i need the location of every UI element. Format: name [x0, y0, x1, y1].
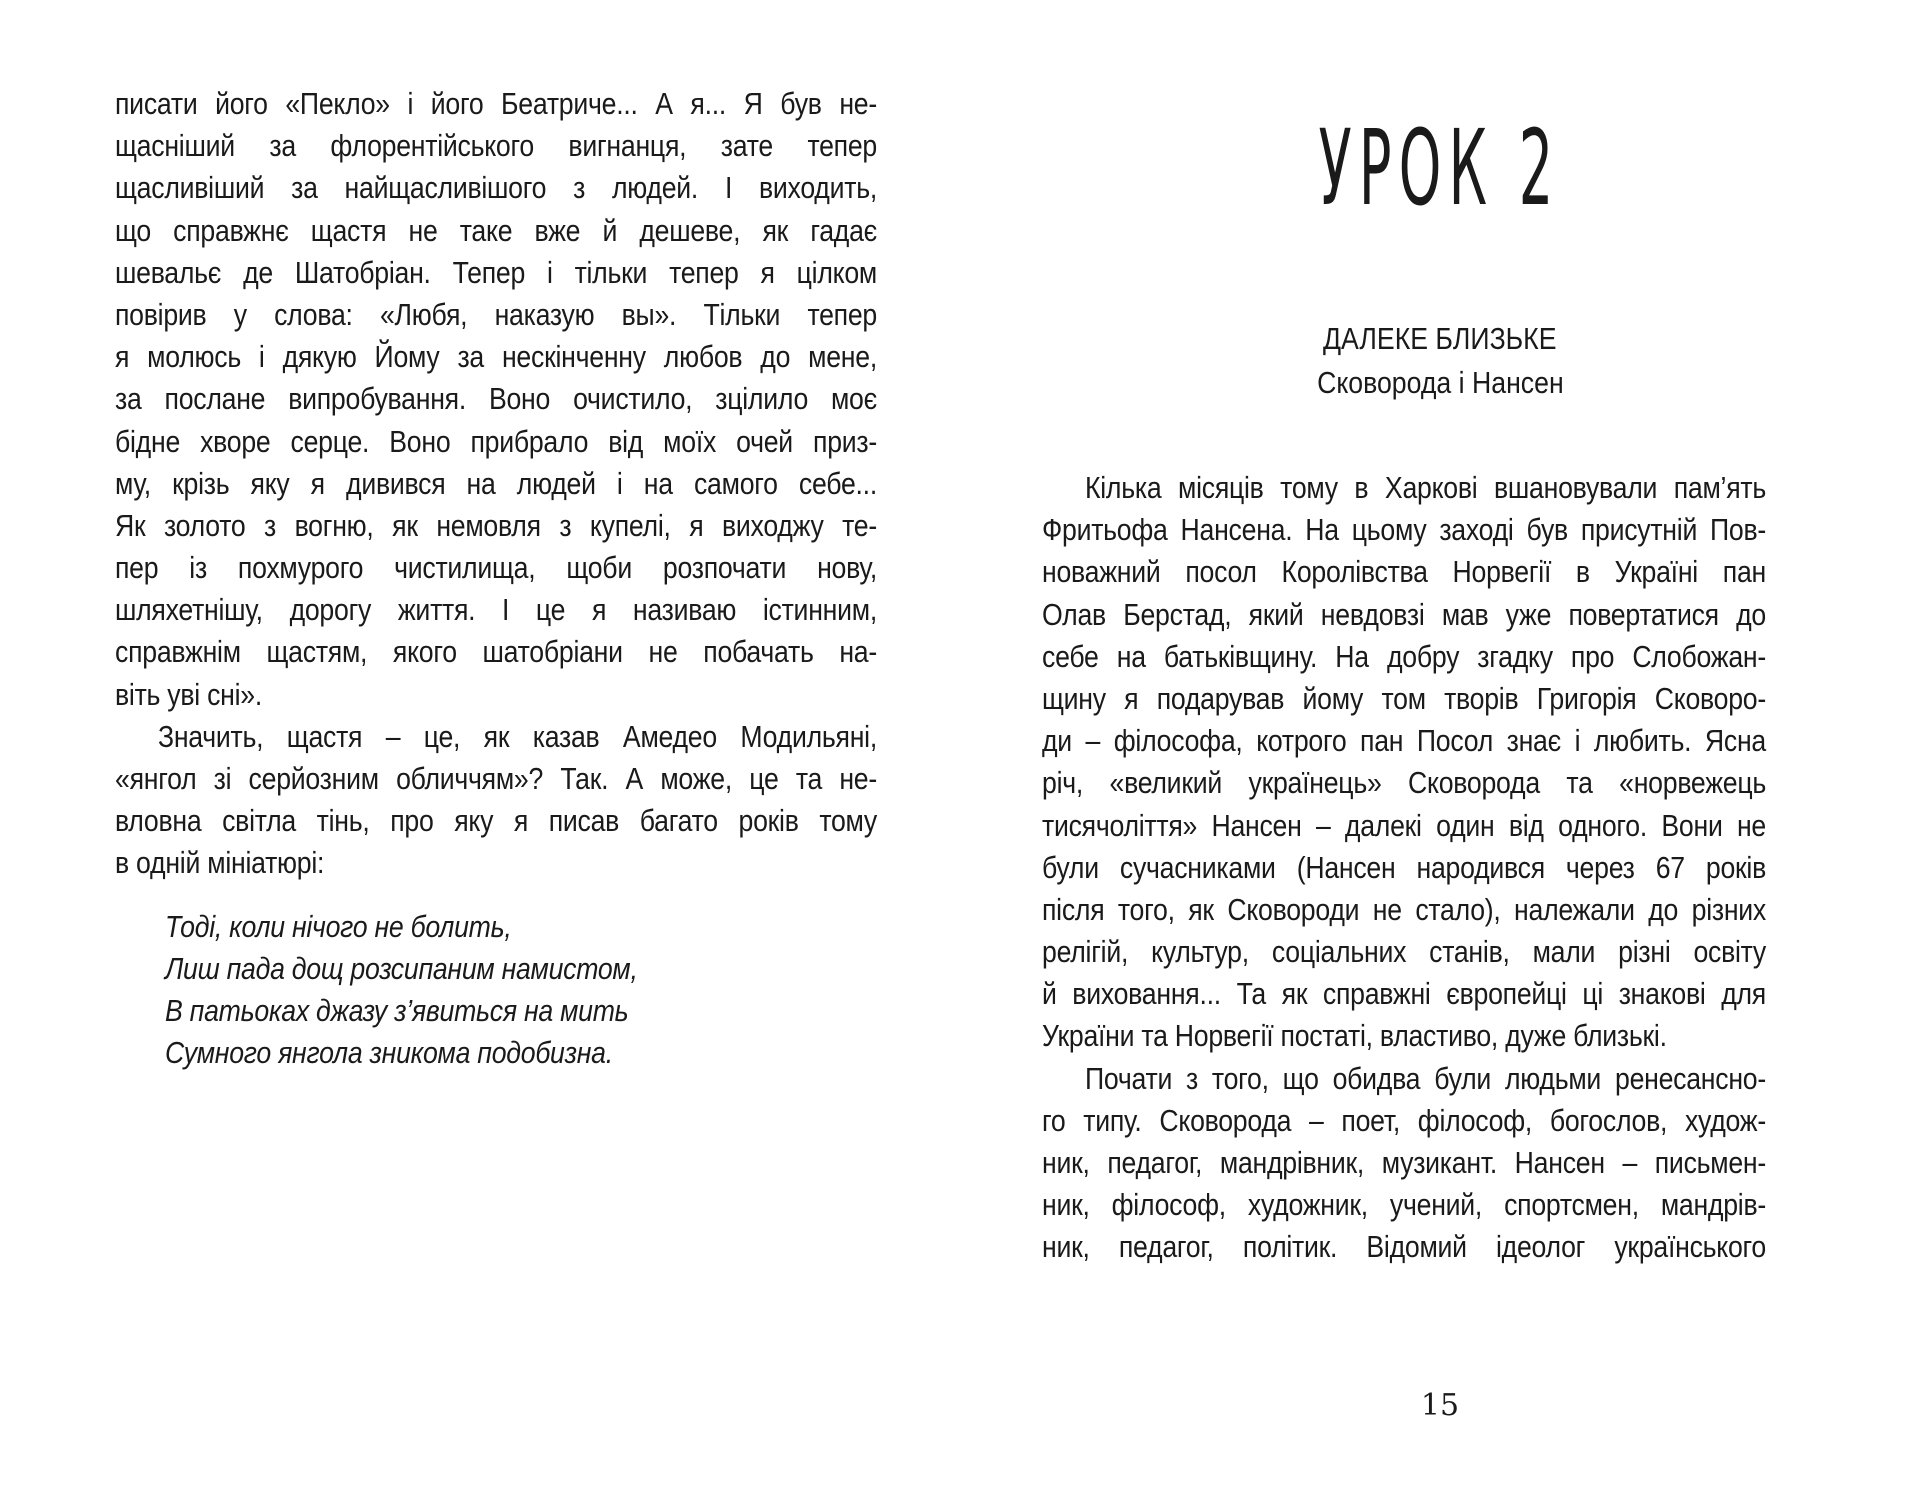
- text-line: справжнім щастям, якого шатобріани не побачать на-: [115, 634, 877, 670]
- text-line: «янгол зі серйозним обличчям»? Так. А може, це та не-: [115, 761, 877, 796]
- text-line: й виховання... Та як справжні європейці ці знакові для: [1042, 976, 1766, 1012]
- verse-line: Сумного янгола зникома подобизна.: [165, 1035, 613, 1071]
- text-line: себе на батьківщину. На добру згадку про Слобожан-: [1042, 638, 1766, 674]
- chapter-title: УРОК 2: [1319, 107, 1561, 229]
- verse-line: В патьоках джазу з’явиться на мить: [165, 992, 629, 1028]
- text-line: Почати з того, що обидва були людьми ренесансно-: [1085, 1060, 1766, 1096]
- text-line: Значить, щастя – це, як казав Амедео Модильяні,: [158, 718, 877, 754]
- paragraph: [115, 83, 877, 716]
- section-subtitle: Сковорода і Нансен: [1316, 365, 1564, 400]
- text-line: тисячоліття» Нансен – далекі один від одного. Вони не: [1042, 807, 1766, 843]
- text-line: України та Норвегії постаті, властиво, дуже близькі.: [1042, 1018, 1667, 1054]
- text-line: Кілька місяців тому в Харкові вшановували пам’ять: [1085, 470, 1766, 505]
- text-line: що справжнє щастя не таке вже й дешеве, як гадає: [115, 212, 877, 248]
- text-line: шляхетнішу, дорогу життя. І це я називаю істинним,: [115, 592, 877, 628]
- text-line: шевальє де Шатобріан. Тепер і тільки тепер я цілком: [115, 254, 877, 290]
- right-page: [960, 0, 1920, 1494]
- text-line: ди – філософа, котрого пан Посол знає і любить. Ясна: [1042, 723, 1766, 759]
- section-title: ДАЛЕКЕ БЛИЗЬКЕ: [1323, 321, 1557, 356]
- text-line: релігій, культур, соціальних станів, мали різні освіту: [1042, 934, 1766, 970]
- text-line: були сучасниками (Нансен народився через 67 років: [1042, 849, 1766, 885]
- text-line: річ, «великий українець» Сковорода та «норвежець: [1042, 765, 1766, 801]
- text-line: щину я подарував йому том творів Григорія Сковоро-: [1042, 680, 1766, 716]
- text-line: щасливіший за найщасливішого з людей. І виходить,: [115, 170, 877, 206]
- right-page-text: [1042, 467, 1766, 1269]
- text-line: ник, педагог, політик. Відомий ідеолог українського: [1042, 1229, 1766, 1265]
- text-line: писати його «Пекло» і його Беатриче... А я... Я був не-: [115, 86, 877, 121]
- paragraph: [1042, 467, 1766, 1058]
- verse-quote: [115, 906, 877, 1075]
- text-line: Олав Берстад, який невдовзі мав уже повертатися до: [1042, 596, 1766, 632]
- page-number: 15: [1420, 1388, 1460, 1423]
- text-line: ник, філософ, художник, учений, спортсмен, мандрів-: [1042, 1187, 1766, 1223]
- text-line: щасніший за флорентійського вигнанця, зате тепер: [115, 128, 877, 164]
- text-line: Фритьофа Нансена. На цьому заході був присутній Пов-: [1042, 512, 1766, 548]
- text-line: Як золото з вогню, як немовля з купелі, я виходжу те-: [115, 507, 877, 543]
- text-line: му, крізь яку я дивився на людей і на самого себе...: [115, 465, 877, 501]
- text-line: бідне хворе серце. Воно прибрало від моїх очей приз-: [115, 423, 877, 459]
- text-line: я молюсь і дякую Йому за нескінченну любов до мене,: [115, 339, 877, 375]
- text-line: новажний посол Королівства Норвегії в Україні пан: [1042, 554, 1766, 590]
- paragraph: [1042, 1058, 1766, 1269]
- text-line: віть уві сні».: [115, 676, 263, 712]
- text-line: ник, педагог, мандрівник, музикант. Нансен – письмен-: [1042, 1145, 1766, 1180]
- verse-line: Тоді, коли нічого не болить,: [165, 908, 512, 944]
- text-line: вловна світла тінь, про яку я писав багато років тому: [115, 803, 877, 839]
- paragraph: [115, 716, 877, 885]
- left-page-text: [115, 83, 877, 1074]
- text-line: за послане випробування. Воно очистило, зцілило моє: [115, 381, 877, 417]
- text-line: повірив у слова: «Любя, наказую вы». Тільки тепер: [115, 296, 877, 332]
- text-line: пер із похмурого чистилища, щоби розпочати нову,: [115, 550, 877, 586]
- verse-line: Лиш пада дощ розсипаним намистом,: [165, 950, 638, 986]
- text-line: го типу. Сковорода – поет, філософ, богослов, худож-: [1042, 1102, 1766, 1138]
- text-line: після того, як Сковороди не стало), належали до різних: [1042, 891, 1766, 927]
- text-line: в одній мініатюрі:: [115, 845, 325, 881]
